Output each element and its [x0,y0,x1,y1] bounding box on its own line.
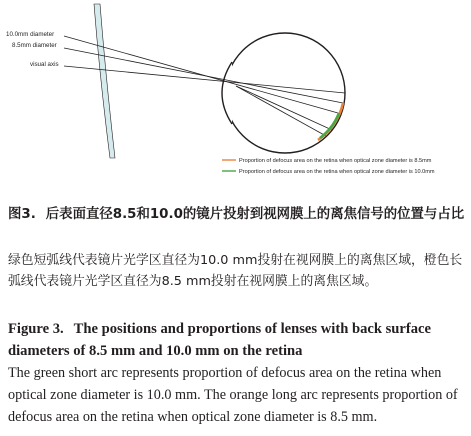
cornea [222,62,232,124]
eyeball [225,33,345,153]
caption-en-title [8,318,470,362]
caption-cn-title-text: 后表面直径8.5和10.0的镜片投射到视网膜上的离焦信号的位置与占比 [45,207,465,222]
legend-green-label: Proportion of defocus area on the retina when optical zone diameter is 10.0mm [239,169,435,175]
caption-cn-title [8,204,468,226]
lens [94,4,115,158]
label-8-5mm: 8.5mm diameter [12,42,57,49]
caption-cn-body: 绿色短弧线代表镜片光学区直径为10.0 mm投射在视网膜上的离焦区域，橙色长弧线代表镜片光学区直径为8.5 mm投射在视网膜上的离焦区域。 [8,253,463,289]
legend-orange-label: Proportion of defocus area on the retina when optical zone diameter is 8.5mm [239,158,432,164]
diagram-figure [0,0,471,200]
label-visual-axis: visual axis [30,61,59,68]
caption-en-title-text: The positions and proportions of lenses with back surface diameters of 8.5 mm and 10.0 mm on the retina [8,321,431,359]
caption-en-figure-number: Figure 3. [8,321,64,337]
caption-en-body: The green short arc represents proportion of defocus area on the retina when optical zone diameter is 10.0 mm. The orange long arc represents proportion of defocus area on the retina when optical zone diameter is 8.5 mm. [8,365,458,425]
caption-cn-figure-number: 图3. [8,207,36,222]
label-10mm: 10.0mm diameter [6,31,55,38]
